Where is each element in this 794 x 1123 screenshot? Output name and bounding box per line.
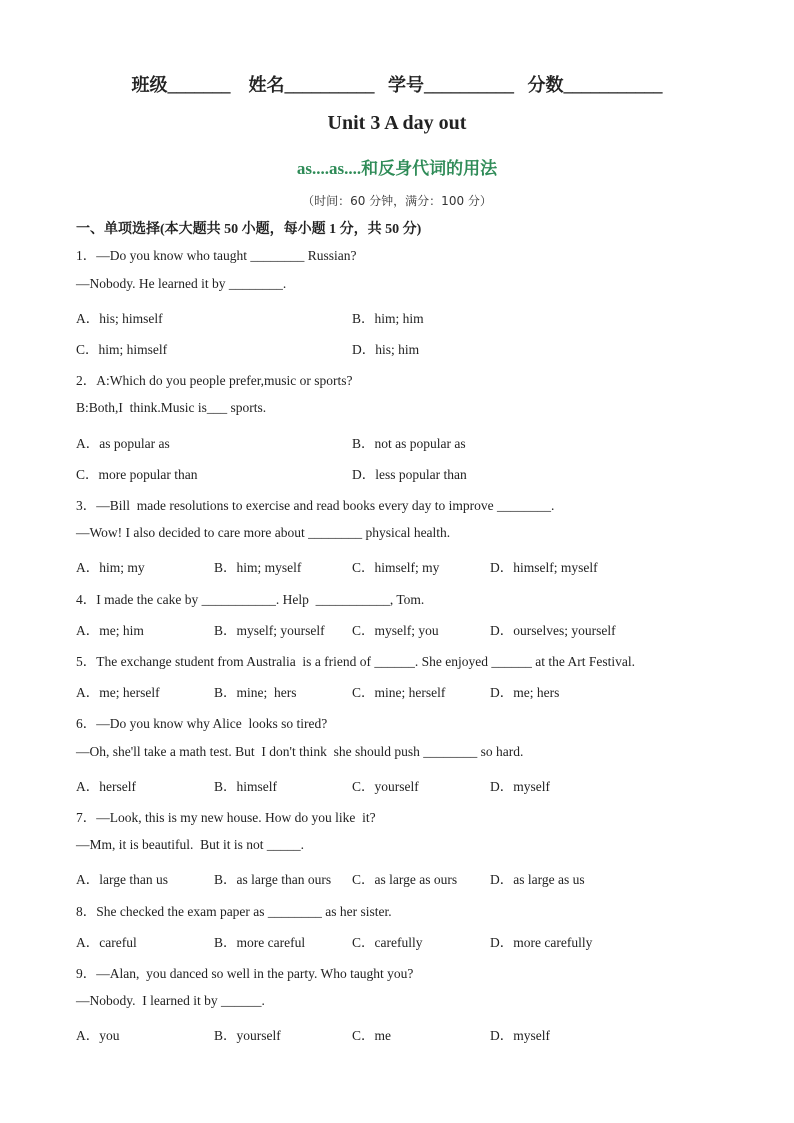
question-8-option-d[interactable]: D．more carefully [490,935,593,950]
question-9-option-d[interactable]: D．myself [490,1028,550,1043]
question-8-option-c[interactable]: C．carefully [352,935,423,950]
question-1-reply: —Nobody. He learned it by ________. [76,276,287,291]
question-4-option-a[interactable]: A．me; him [76,623,144,638]
question-5-option-b[interactable]: B．mine; hers [214,685,297,700]
question-4-stem: 4．I made the cake by ___________. Help ___________, Tom. [76,592,425,607]
question-6-option-a[interactable]: A．herself [76,779,136,794]
question-6-reply: —Oh, she'll take a math test. But I don't think she should push ________ so hard. [76,744,524,759]
question-9-option-c[interactable]: C．me [352,1028,391,1043]
question-4-option-d[interactable]: D．ourselves; yourself [490,623,616,638]
question-6-option-c[interactable]: C．yourself [352,779,419,794]
question-1-option-c[interactable]: C．him; himself [76,342,168,357]
question-7-option-c[interactable]: C．as large as ours [352,872,458,887]
question-3-stem: 3．—Bill made resolutions to exercise and read books every day to improve ________. [76,498,555,513]
question-2-stem: 2．A:Which do you people prefer,music or sports? [76,373,353,388]
question-4-option-c[interactable]: C．myself; you [352,623,439,638]
question-7-option-d[interactable]: D．as large as us [490,872,585,887]
question-1-option-b[interactable]: B．him; him [352,311,424,326]
question-3-option-b[interactable]: B．him; myself [214,560,302,575]
page-title: Unit 3 A day out [327,112,467,134]
question-2-option-b[interactable]: B．not as popular as [352,436,466,451]
question-9-reply: —Nobody. I learned it by ______. [76,993,265,1008]
question-6-option-d[interactable]: D．myself [490,779,550,794]
question-9-option-b[interactable]: B．yourself [214,1028,281,1043]
question-5-option-a[interactable]: A．me; herself [76,685,160,700]
question-3-option-c[interactable]: C．himself; my [352,560,440,575]
question-3-reply: —Wow! I also decided to care more about ________ physical health. [76,525,451,540]
question-8-option-b[interactable]: B．more careful [214,935,306,950]
question-2-option-d[interactable]: D．less popular than [352,467,467,482]
student-info-line: 班级_______ 姓名__________ 学号__________ 分数___________ [131,75,663,95]
question-2-option-a[interactable]: A．as popular as [76,436,170,451]
question-9-stem: 9．—Alan, you danced so well in the party. Who taught you? [76,966,414,981]
question-7-option-b[interactable]: B．as large than ours [214,872,332,887]
page-subtitle: as....as....和反身代词的用法 [296,159,498,178]
section-heading: 一、单项选择(本大题共 50 小题，每小题 1 分，共 50 分) [76,222,422,237]
question-9-option-a[interactable]: A．you [76,1028,120,1043]
exam-timing: （时间：60 分钟，满分：100 分） [302,194,492,208]
question-7-stem: 7．—Look, this is my new house. How do you like it? [76,810,376,825]
question-6-stem: 6．—Do you know why Alice looks so tired? [76,716,328,731]
question-6-option-b[interactable]: B．himself [214,779,277,794]
question-5-option-d[interactable]: D．me; hers [490,685,560,700]
question-5-stem: 5．The exchange student from Australia is a friend of ______. She enjoyed ______ at the Art Festival. [76,654,636,669]
question-7-option-a[interactable]: A．large than us [76,872,168,887]
question-5-option-c[interactable]: C．mine; herself [352,685,446,700]
question-3-option-a[interactable]: A．him; my [76,560,145,575]
question-8-stem: 8．She checked the exam paper as ________ as her sister. [76,904,392,919]
question-4-option-b[interactable]: B．myself; yourself [214,623,325,638]
question-1-stem: 1．—Do you know who taught ________ Russian? [76,248,357,263]
question-8-option-a[interactable]: A．careful [76,935,137,950]
question-3-option-d[interactable]: D．himself; myself [490,560,598,575]
question-7-reply: —Mm, it is beautiful. But it is not _____. [76,837,305,852]
question-2-reply: B:Both,I think.Music is___ sports. [76,400,267,415]
question-2-option-c[interactable]: C．more popular than [76,467,198,482]
question-1-option-d[interactable]: D．his; him [352,342,420,357]
question-1-option-a[interactable]: A．his; himself [76,311,163,326]
